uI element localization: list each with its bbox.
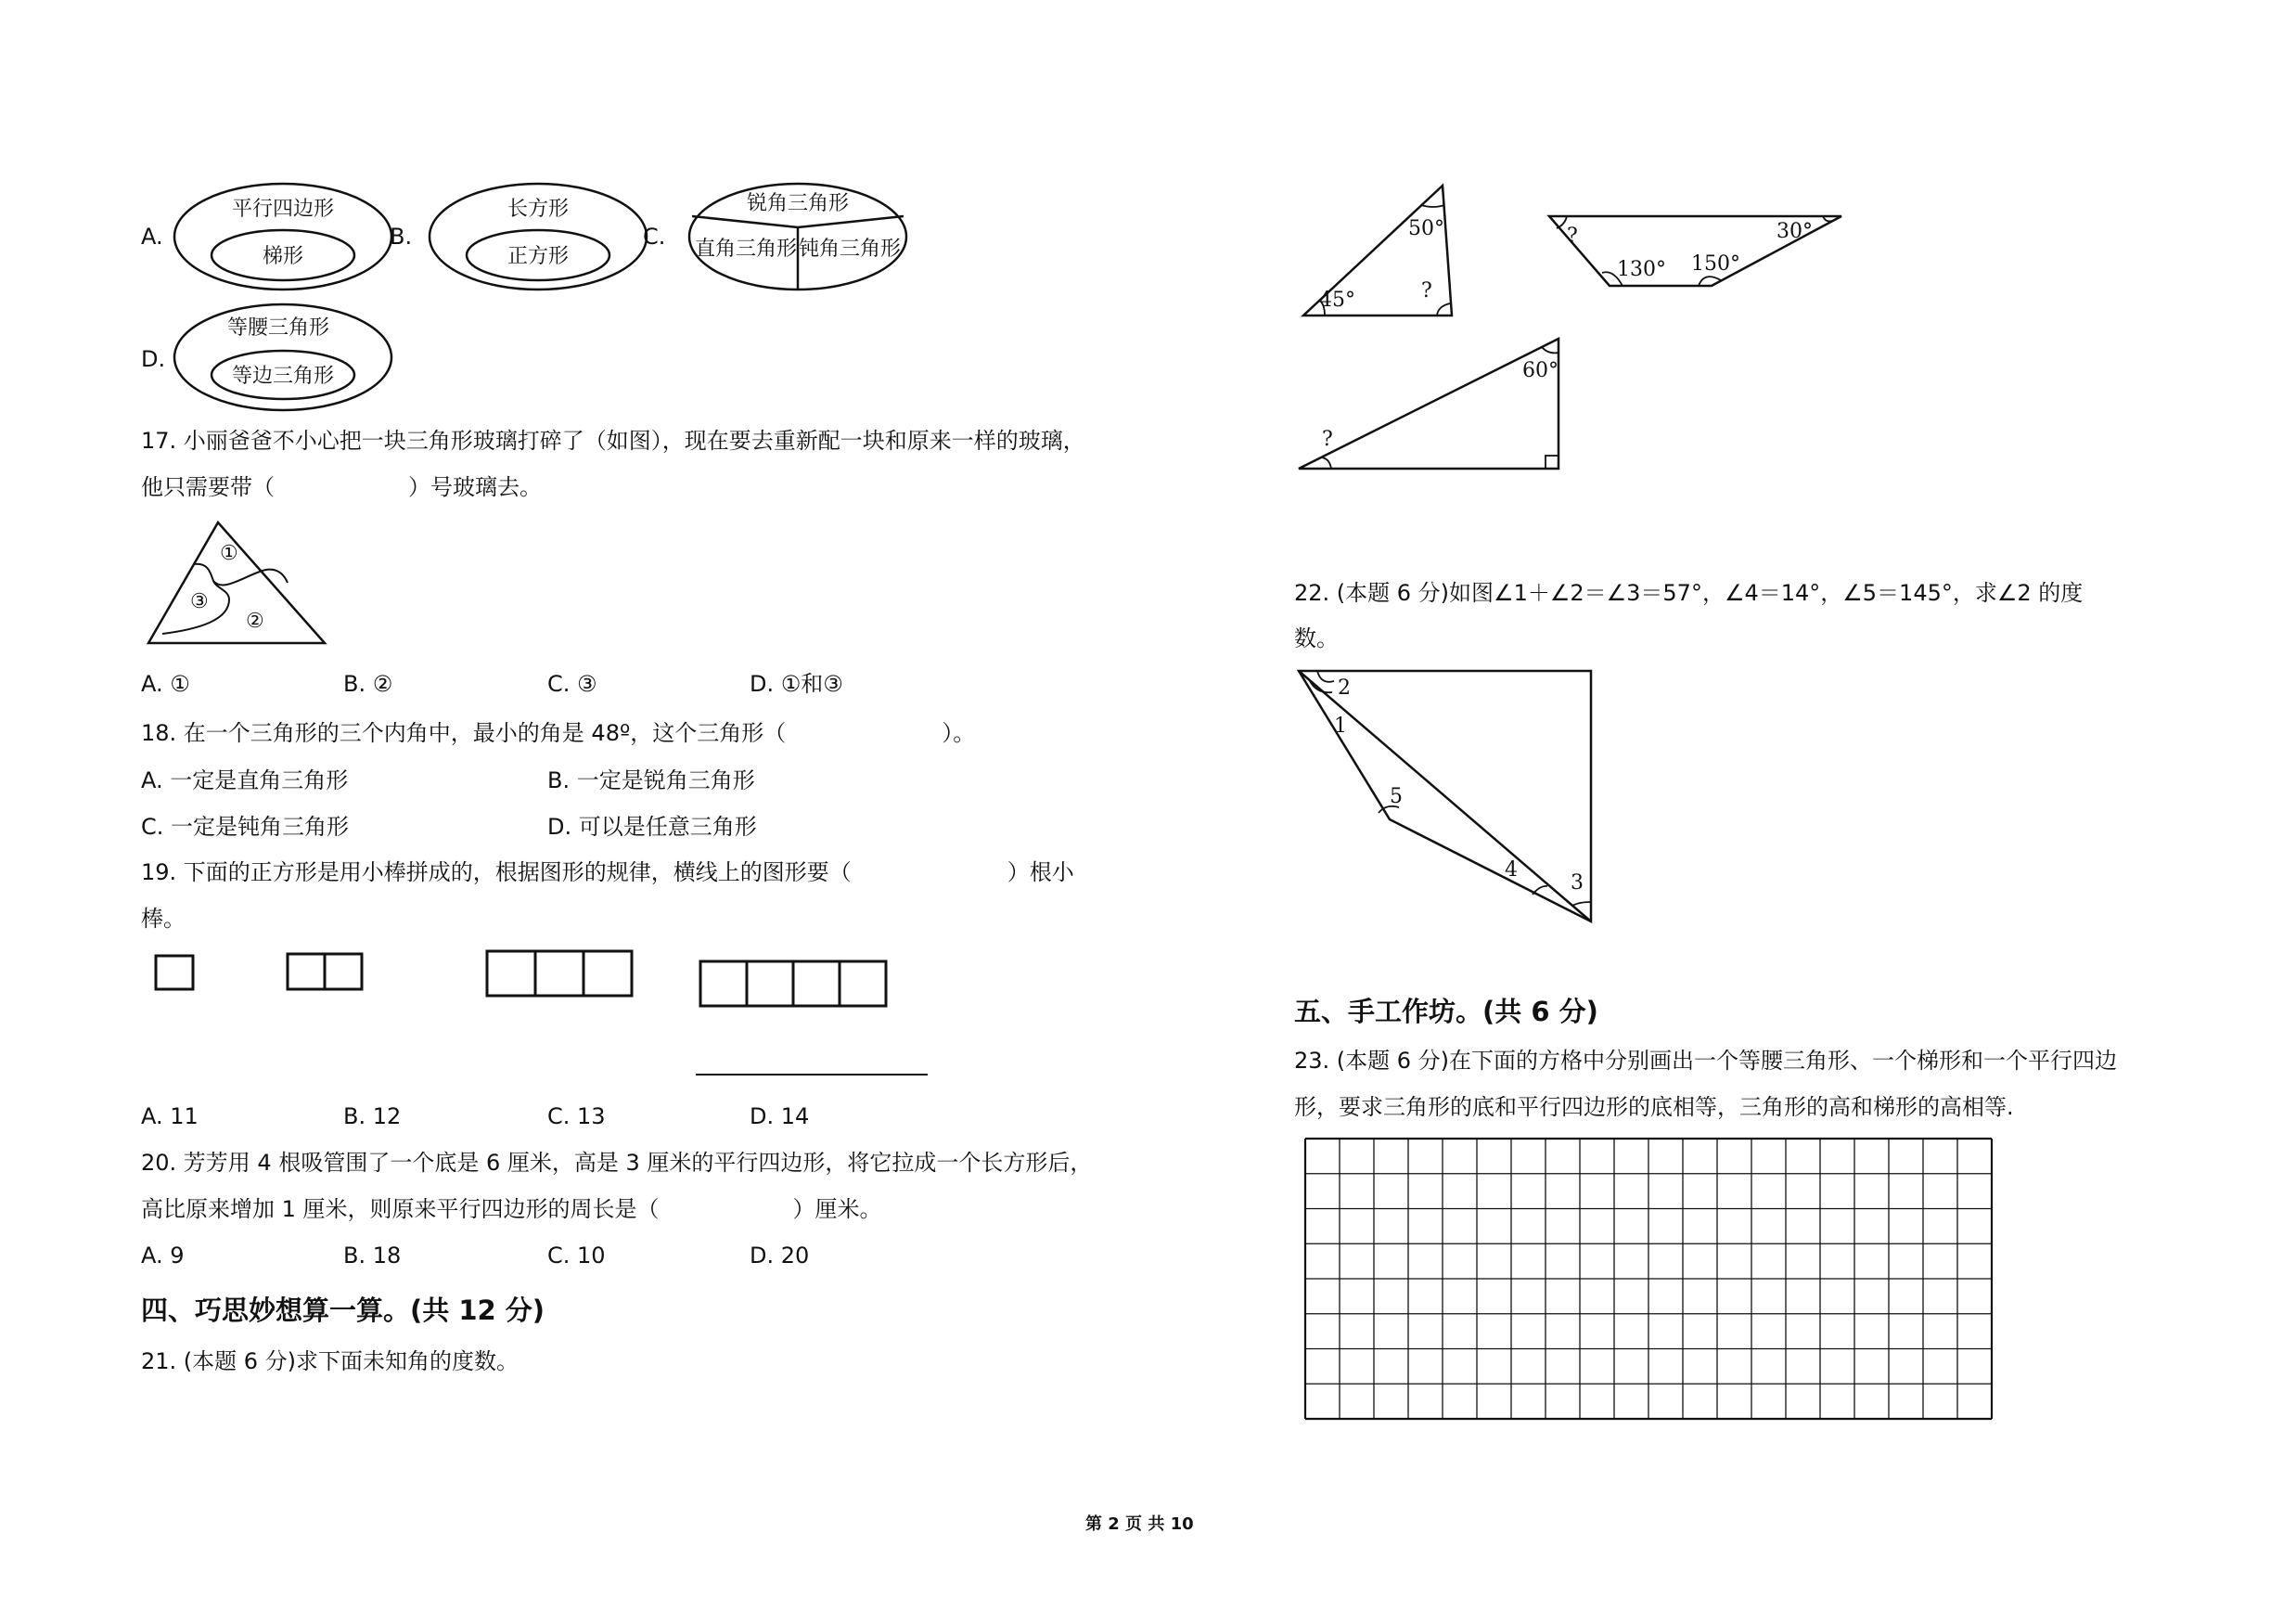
q16c-right-label: 钝角三角形 — [798, 238, 902, 261]
q17-piece-3: ③ — [190, 590, 209, 613]
q18-option-d[interactable]: D. 可以是任意三角形 — [547, 814, 757, 840]
q18-option-c[interactable]: C. 一定是钝角三角形 — [141, 814, 350, 840]
q22-text-line1: 22. (本题 6 分)如图∠1＋∠2＝∠3＝57°，∠4＝14°，∠5＝145°，求∠2 的度 — [1294, 580, 2084, 606]
q21-triangle-1 — [1299, 181, 1466, 329]
q16-diagram-c — [686, 181, 909, 292]
q21-trap-unknown-angle: ? — [1567, 225, 1578, 248]
q17-text-line2: 他只需要带（ ）号玻璃去。 — [141, 474, 542, 500]
q17-piece-2: ② — [246, 610, 264, 633]
q17-option-d[interactable]: D. ①和③ — [750, 671, 843, 697]
q17-option-c[interactable]: C. ③ — [547, 671, 597, 697]
section-5-title: 五、手工作坊。(共 6 分) — [1294, 996, 1598, 1027]
page-footer: 第 2 页 共 10 — [1085, 1514, 1194, 1534]
q16-option-d-label: D. — [141, 346, 166, 372]
q19-text-line2: 棒。 — [141, 906, 186, 932]
q16-diagram-a — [172, 181, 394, 292]
q17-option-b[interactable]: B. ② — [343, 671, 393, 697]
q18-stem: 18. 在一个三角形的三个内角中，最小的角是 48º，这个三角形（ ）。 — [141, 720, 976, 746]
q23-drawing-grid[interactable] — [1303, 1137, 1995, 1421]
q20-text-line2: 高比原来增加 1 厘米，则原来平行四边形的周长是（ ）厘米。 — [141, 1196, 882, 1222]
q16d-inner-label: 等边三角形 — [231, 365, 335, 388]
q21-tri1-unknown-angle: ? — [1421, 279, 1432, 303]
q19-option-c[interactable]: C. 13 — [547, 1103, 606, 1129]
q22-angle-label-3: 3 — [1571, 871, 1584, 895]
q21-right-triangle — [1294, 334, 1572, 478]
q17-broken-glass-diagram — [144, 518, 339, 648]
q16a-outer-label: 平行四边形 — [231, 198, 335, 221]
q16a-inner-label: 梯形 — [262, 245, 304, 268]
q18-option-b[interactable]: B. 一定是锐角三角形 — [547, 767, 755, 793]
q21-trap-angle-a: 130° — [1617, 258, 1666, 281]
q21-trapezoid — [1545, 212, 1851, 290]
q22-angle-label-5: 5 — [1390, 785, 1403, 808]
q16d-outer-label: 等腰三角形 — [226, 316, 330, 340]
q17-piece-1: ① — [220, 542, 238, 565]
q23-text-line2: 形，要求三角形的底和平行四边形的底相等，三角形的高和梯形的高相等. — [1294, 1094, 2014, 1120]
q21-stem: 21. (本题 6 分)求下面未知角的度数。 — [141, 1348, 519, 1374]
q21-tri1-left-angle: 45° — [1319, 289, 1355, 312]
q19-option-a[interactable]: A. 11 — [141, 1103, 199, 1129]
q16c-left-label: 直角三角形 — [694, 238, 798, 261]
q21-trap-angle-c: 30° — [1777, 220, 1813, 243]
section-4-title: 四、巧思妙想算一算。(共 12 分) — [141, 1295, 545, 1326]
q20-option-c[interactable]: C. 10 — [547, 1243, 606, 1269]
q23-text-line1: 23. (本题 6 分)在下面的方格中分别画出一个等腰三角形、一个梯形和一个平行四边 — [1294, 1048, 2118, 1074]
q17-option-a[interactable]: A. ① — [141, 671, 190, 697]
q20-option-b[interactable]: B. 18 — [343, 1243, 402, 1269]
q16-diagram-d — [172, 302, 394, 413]
q19-stick-squares-pattern — [148, 947, 937, 1081]
q22-angle-label-4: 4 — [1505, 858, 1518, 882]
q17-text-line1: 17. 小丽爸爸不小心把一块三角形玻璃打碎了（如图），现在要去重新配一块和原来一样的玻璃， — [141, 428, 1085, 454]
q16b-outer-label: 长方形 — [507, 198, 570, 221]
q20-option-a[interactable]: A. 9 — [141, 1243, 185, 1269]
q16-diagram-b — [427, 181, 649, 292]
q19-option-d[interactable]: D. 14 — [750, 1103, 810, 1129]
q22-angle-diagram — [1289, 666, 1600, 931]
q18-option-a[interactable]: A. 一定是直角三角形 — [141, 767, 349, 793]
q21-tri3-top-angle: 60° — [1522, 359, 1558, 382]
q20-option-d[interactable]: D. 20 — [750, 1243, 810, 1269]
q21-trap-angle-b: 150° — [1691, 252, 1740, 276]
q21-tri1-top-angle: 50° — [1408, 217, 1444, 240]
q16b-inner-label: 正方形 — [507, 245, 570, 268]
q21-tri3-unknown-angle: ? — [1322, 428, 1333, 451]
q16-option-b-label: B. — [390, 224, 413, 250]
q22-angle-label-2: 2 — [1338, 676, 1351, 700]
q16-option-c-label: C. — [643, 224, 666, 250]
q20-text-line1: 20. 芳芳用 4 根吸管围了一个底是 6 厘米，高是 3 厘米的平行四边形，将它拉成一个长方形后， — [141, 1150, 1093, 1176]
q22-text-line2: 数。 — [1294, 625, 1339, 651]
q22-angle-label-1: 1 — [1334, 715, 1347, 738]
q16c-top-label: 锐角三角形 — [746, 192, 850, 215]
q16-option-a-label: A. — [141, 224, 163, 250]
q19-option-b[interactable]: B. 12 — [343, 1103, 402, 1129]
q19-text-line1: 19. 下面的正方形是用小棒拼成的，根据图形的规律，横线上的图形要（ ）根小 — [141, 859, 1074, 885]
